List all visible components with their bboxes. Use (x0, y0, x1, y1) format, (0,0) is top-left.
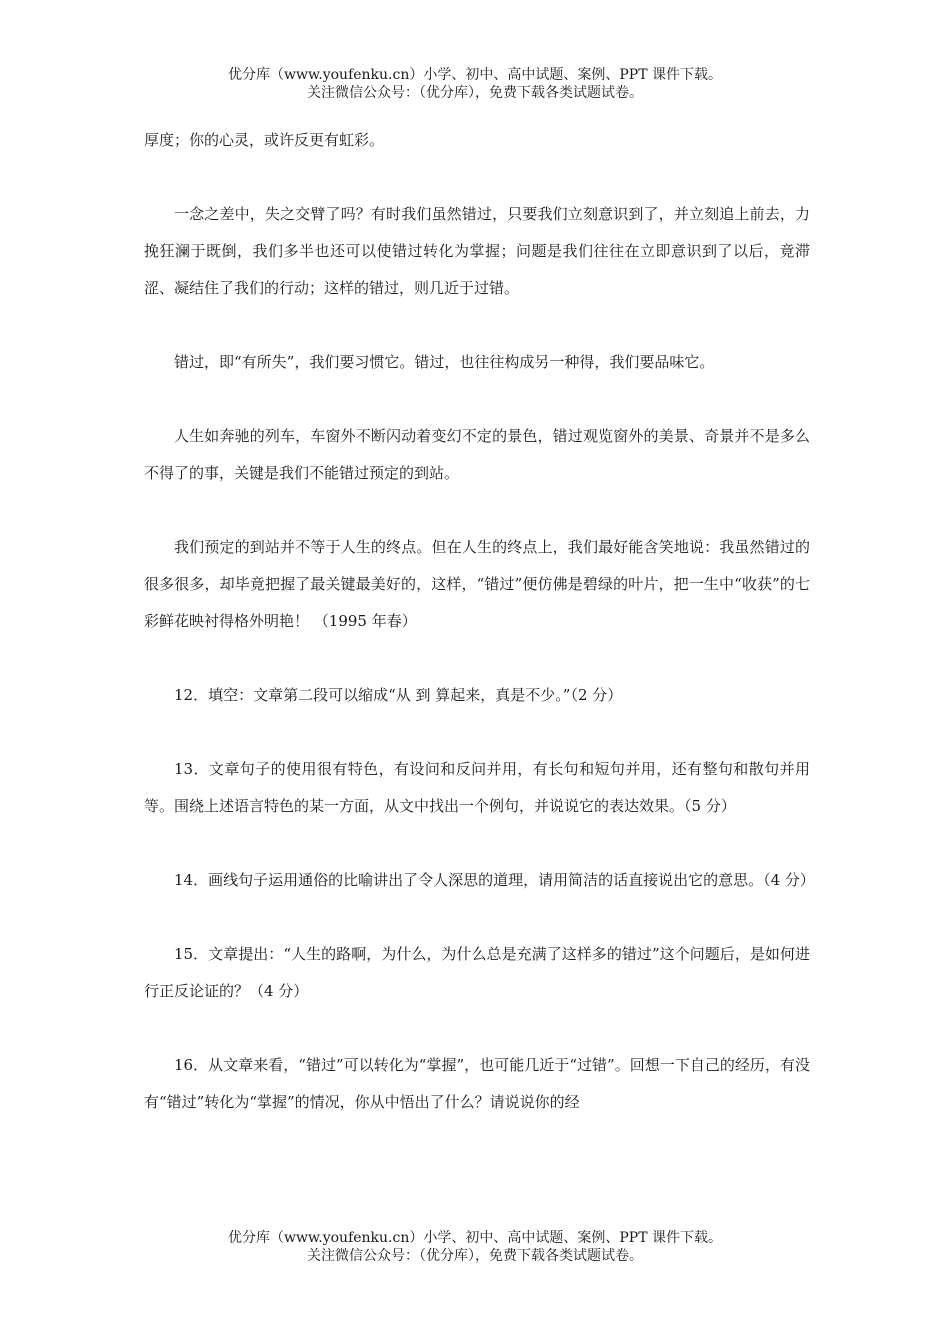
paragraph: 一念之差中，失之交臂了吗？有时我们虽然错过，只要我们立刻意识到了，并立刻追上前去，力挽狂澜于既倒，我们多半也还可以使错过转化为掌握；问题是我们往往在立即意识到了以后，竟滞涩、凝结住了我们的行动；这样的错过，则几近于过错。 (144, 205, 810, 297)
question-12: 12．填空：文章第二段可以缩成“从 到 算起来，真是不少。”（2 分） (174, 686, 623, 704)
question-14: 14．画线句子运用通俗的比喻讲出了令人深思的道理，请用简洁的话直接说出它的意思。（4 分） (174, 871, 815, 889)
question-15: 15．文章提出：“人生的路啊，为什么，为什么总是充满了这样多的错过”这个问题后，是如何进行正反论证的？（4 分） (144, 945, 810, 1000)
footer-line-1: 优分库（www.youfenku.cn）小学、初中、高中试题、案例、PPT 课件下载。 (227, 1230, 722, 1246)
footer-line-2: 关注微信公众号：（优分库），免费下载各类试题试卷。 (307, 1248, 643, 1264)
paragraph: 人生如奔驰的列车，车窗外不断闪动着变幻不定的景色，错过观览窗外的美景、奇景并不是多么不得了的事，关键是我们不能错过预定的到站。 (144, 427, 810, 482)
paragraph-continuation: 厚度；你的心灵，或许反更有虹彩。 (144, 131, 385, 149)
paragraph: 我们预定的到站并不等于人生的终点。但在人生的终点上，我们最好能含笑地说：我虽然错过的很多很多，却毕竟把握了最关键最美好的，这样，“错过”便仿佛是碧绿的叶片，把一生中“收获”的七彩鲜花映衬得格外明艳！ （1995 年春） (144, 538, 810, 630)
question-13: 13．文章句子的使用很有特色，有设问和反问并用，有长句和短句并用，还有整句和散句并用等。围绕上述语言特色的某一方面，从文中找出一个例句，并说说它的表达效果。（5 分） (144, 760, 810, 815)
document-body (144, 122, 815, 1121)
question-16: 16．从文章来看，“错过”可以转化为“掌握”，也可能几近于“过错”。回想一下自己的经历，有没有“错过”转化为“掌握”的情况，你从中悟出了什么？请说说你的经 (144, 1056, 810, 1111)
page-footer (0, 1229, 950, 1265)
page-header (0, 66, 950, 102)
header-line-1: 优分库（www.youfenku.cn）小学、初中、高中试题、案例、PPT 课件下载。 (227, 67, 722, 83)
paragraph: 错过，即“有所失”，我们要习惯它。错过，也往往构成另一种得，我们要品味它。 (174, 353, 715, 371)
header-line-2: 关注微信公众号：（优分库），免费下载各类试题试卷。 (307, 85, 643, 101)
